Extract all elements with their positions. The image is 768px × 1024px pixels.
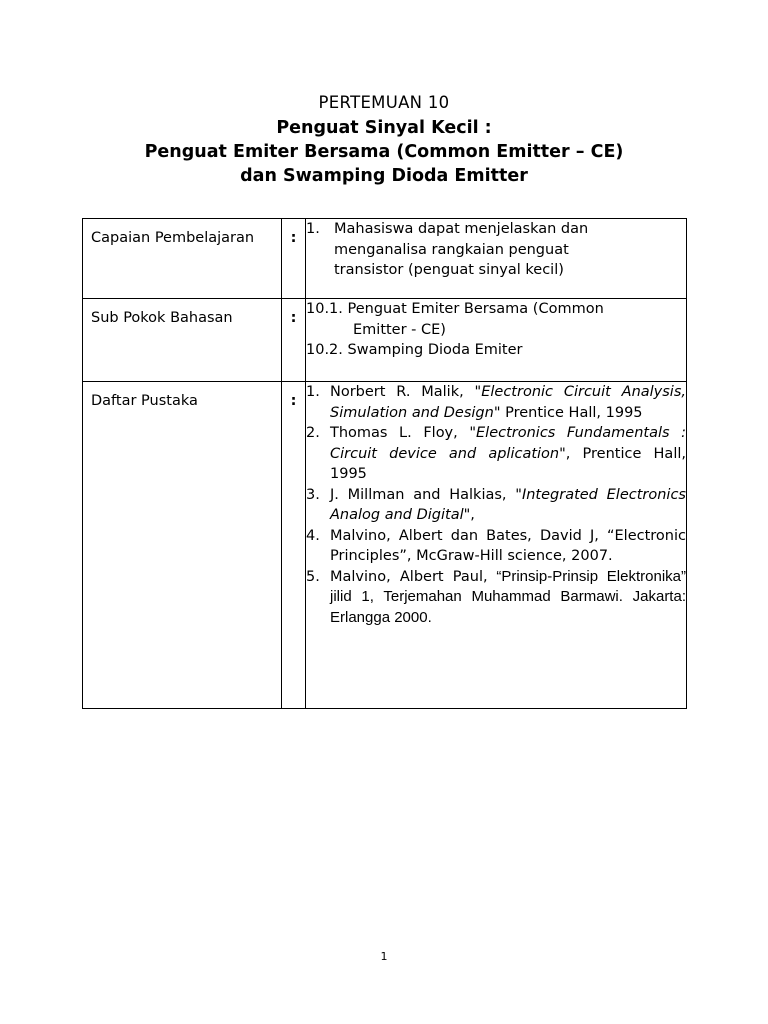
reference-text-plain: Norbert R. Malik, " xyxy=(330,384,482,400)
reference-text xyxy=(330,567,686,629)
reference-text-plain: “Prinsip-Prinsip Elektronika” jilid 1, Terjemahan Muhammad Barmawi. Jakarta: Erlangga 2000. xyxy=(330,567,686,626)
reference-list xyxy=(306,382,687,709)
reference-text-plain: Thomas L. Floy, " xyxy=(330,425,476,441)
sub-item-1-continued: Emitter - CE) xyxy=(353,321,446,338)
sub-pokok-row xyxy=(83,299,687,382)
reference-item xyxy=(306,526,686,567)
reference-number: 5. xyxy=(306,568,320,585)
capaian-line: transistor (penguat sinyal kecil) xyxy=(334,262,564,278)
reference-text xyxy=(330,423,686,485)
meeting-heading: PERTEMUAN 10 xyxy=(318,93,450,112)
reference-text-plain: ", Prentice Hall, 1995 xyxy=(330,445,686,482)
page-number: 1 xyxy=(380,950,388,963)
sub-pokok-colon: : xyxy=(282,299,306,382)
reference-text-plain: " Prentice Hall, 1995 xyxy=(493,404,643,421)
capaian-item xyxy=(306,219,686,281)
reference-item xyxy=(306,567,686,629)
reference-item xyxy=(306,485,686,526)
daftar-pustaka-row xyxy=(83,382,687,709)
reference-text xyxy=(330,485,686,526)
capaian-line: Mahasiswa dapat menjelaskan dan xyxy=(334,221,589,237)
reference-number: 2. xyxy=(306,425,320,441)
capaian-item-number: 1. xyxy=(306,221,320,237)
reference-item xyxy=(306,382,686,423)
reference-title-italic: Electronic Circuit Analysis, Simulation and Design xyxy=(330,384,686,421)
sub-pokok-content xyxy=(306,299,687,382)
capaian-content xyxy=(306,219,687,299)
capaian-colon: : xyxy=(282,219,306,299)
reference-number: 3. xyxy=(306,486,320,503)
reference-title-italic: "Integrated Electronics Analog and Digital xyxy=(330,486,686,523)
title-line-2: Penguat Emiter Bersama (Common Emitter – CE) xyxy=(144,142,624,162)
capaian-item-text xyxy=(334,219,686,281)
reference-number: 4. xyxy=(306,527,320,544)
reference-item xyxy=(306,423,686,485)
reference-number: 1. xyxy=(306,384,320,400)
capaian-row xyxy=(83,219,687,299)
reference-text-plain: ", xyxy=(463,507,475,523)
reference-text: Malvino, Albert dan Bates, David J, “Electronic Principles”, McGraw-Hill science, 2007. xyxy=(330,527,686,564)
reference-text-plain: Malvino, Albert Paul, xyxy=(330,568,488,585)
title-line-3: dan Swamping Dioda Emitter xyxy=(240,166,528,186)
sub-pokok-label: Sub Pokok Bahasan xyxy=(83,299,282,382)
capaian-label: Capaian Pembelajaran xyxy=(83,219,282,299)
reference-text-plain: J. Millman and Halkias, xyxy=(330,486,516,503)
reference-text xyxy=(330,382,686,423)
daftar-pustaka-colon: : xyxy=(282,382,306,709)
sub-item-1: 10.1. Penguat Emiter Bersama (Common xyxy=(306,301,604,317)
capaian-line: menganalisa rangkaian penguat xyxy=(334,241,569,258)
sub-item-2: 10.2. Swamping Dioda Emiter xyxy=(306,342,523,358)
daftar-pustaka-label: Daftar Pustaka xyxy=(83,382,282,709)
reference-title-italic: Electronics Fundamentals : Circuit device and aplication xyxy=(330,425,686,462)
title-line-1: Penguat Sinyal Kecil : xyxy=(276,118,492,138)
course-info-table xyxy=(82,218,687,709)
